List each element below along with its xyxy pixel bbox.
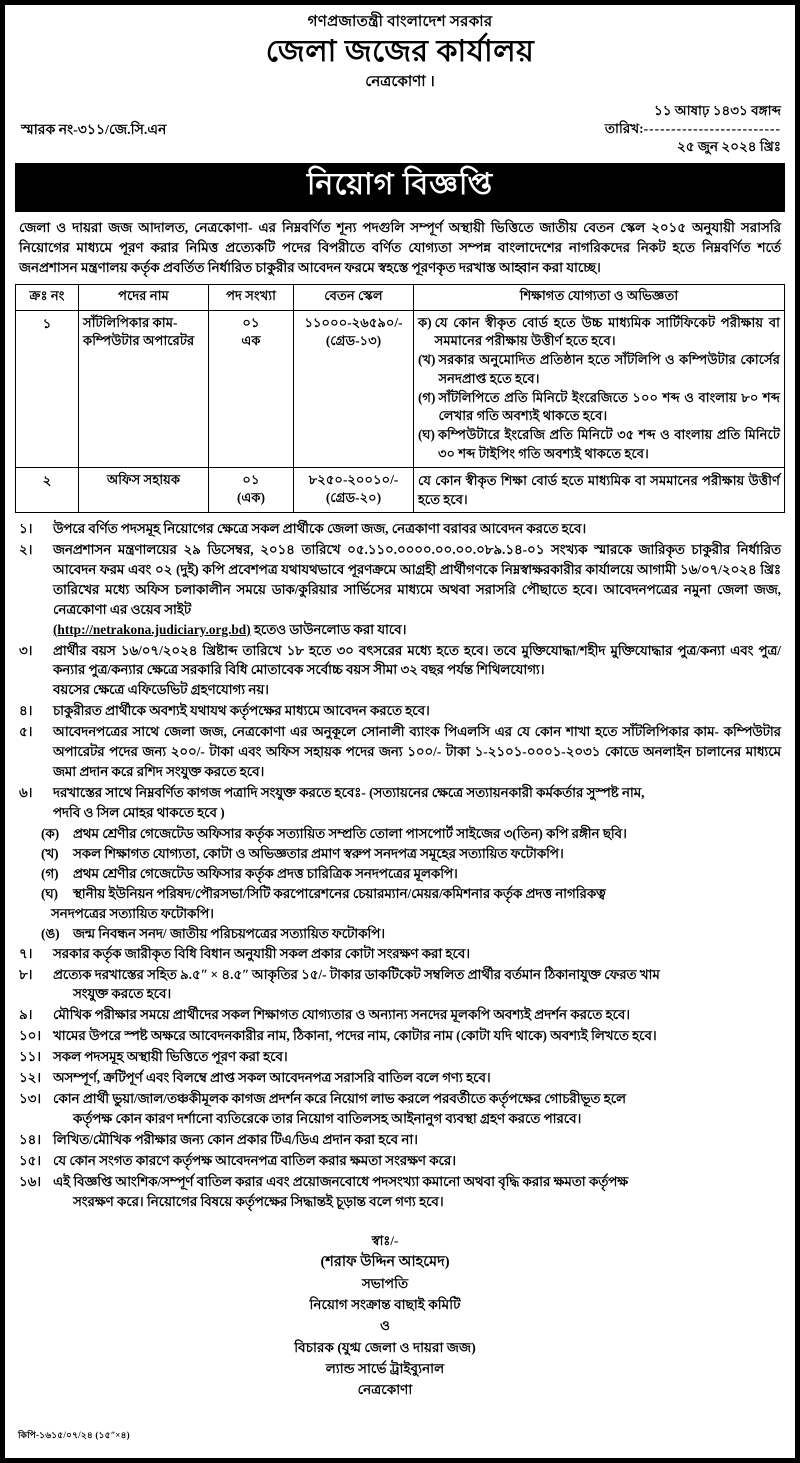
condition-tail: কর্তৃপক্ষ কোন কারণ দর্শানো ব্যতিরেকে তার নিয়োগ বাতিলসহ আইনানুগ ব্যবস্থা গ্রহণ করতে পারবে। bbox=[73, 1111, 582, 1127]
condition-number: ১৪। bbox=[19, 1132, 42, 1147]
conditions-list bbox=[15, 519, 785, 1213]
sub-text: প্রথম শ্রেণীর গেজেটেড অফিসার কর্তৃক সত্যায়িত সম্প্রতি তোলা পাসপোর্ট সাইজের ৩(তিন) কপি রঙ্গীন ছবি। bbox=[73, 825, 627, 841]
condition-body-text: দরখাস্তের সাথে নিম্নবর্ণিত কাগজ পত্রাদি সংযুক্ত করতে হবেঃ- (সত্যায়নের ক্ষেত্রে সত্যায়নকারী কর্মকর্তার সুস্পষ্ট নাম, bbox=[53, 785, 645, 801]
header-sl: ক্রঃ নং bbox=[16, 285, 79, 311]
condition-text: যে কোন সংগত কারণে কর্তৃপক্ষ আবেদনপত্র বাতিল করার ক্ষমতা সংরক্ষণ করে। bbox=[53, 1152, 456, 1168]
row-qualification bbox=[414, 467, 785, 512]
notice-title: নিয়োগ বিজ্ঞপ্তি bbox=[15, 163, 785, 212]
district-name: নেত্রকোণা । bbox=[365, 74, 435, 91]
sub-text: জন্ম নিবন্ধন সনদ/ জাতীয় পরিচয়পত্রের সত্যায়িত ফটোকপি। bbox=[73, 925, 386, 941]
signatory-tribunal: ল্যান্ড সার্ভে ট্রাইব্যুনাল bbox=[325, 1360, 445, 1376]
condition-item bbox=[19, 783, 781, 823]
sub-item bbox=[19, 824, 781, 844]
notice-inner-border bbox=[4, 4, 796, 1459]
qualification-item bbox=[418, 389, 780, 426]
header-pay-scale: বেতন স্কেল bbox=[294, 285, 414, 311]
table-header-row bbox=[16, 285, 785, 311]
qualification-text: যে কোন স্বীকৃত বোর্ড হতে উচ্চ মাধ্যমিক সার্টিফিকেট পরীক্ষায় বা সমমানের পরীক্ষায় উত্তীর্ণ হতে হবে। bbox=[434, 314, 780, 349]
condition-number: ৪। bbox=[19, 703, 33, 719]
condition-tail: সংযুক্ত করতে হবে। bbox=[73, 986, 172, 1002]
condition-body-text: প্রার্থীর বয়স ১৬/০৭/২০২৪ খ্রিষ্টাব্দ তারিখে ১৮ হতে ৩০ বৎসরের মধ্যে হতে হবে। তবে মুক্তিযোদ্ধা/শহীদ মুক্তিযোদ্ধার পুত্র/কন্যা এবং পুত্র/কন্যার পুত্র/কন্যার ক্ষেত্রে সরকারি বিধি মোতাবেক সর্বোচ্চ বয়স সীমা ৩২ বছর পর্যন্ত শিথিলযোগ্য। bbox=[53, 642, 781, 678]
condition-number: ১৬। bbox=[19, 1173, 42, 1189]
condition-item bbox=[19, 1089, 781, 1129]
condition-text bbox=[53, 965, 781, 1005]
sub-item bbox=[19, 884, 781, 924]
condition-number: ১। bbox=[19, 520, 33, 536]
condition-body-text: কোন প্রার্থী ভুয়া/জাল/তঞ্চকীমূলক কাগজ প্রদর্শন করে নিয়োগ লাভ করলে পরবর্তীতে কর্তৃপক্ষের গোচরীভূত হলে bbox=[53, 1091, 626, 1107]
condition-tail-text: হতেও ডাউনলোড করা যাবে। bbox=[250, 621, 407, 637]
row-scale-grade: (গ্রেড-২০) bbox=[325, 490, 382, 506]
date-dashes: ------------------------- bbox=[643, 120, 781, 136]
condition-text: সরকার কর্তৃক জারীকৃত বিধি বিধান অনুযায়ী সকল প্রকার কোটা সংরক্ষণ করা হবে। bbox=[53, 945, 471, 961]
row-pay-scale bbox=[294, 310, 414, 467]
condition-item bbox=[19, 944, 781, 964]
header-qualification: শিক্ষাগত যোগ্যতা ও অভিজ্ঞতা bbox=[414, 285, 785, 311]
row-qualification bbox=[414, 310, 785, 467]
condition-number: ৫। bbox=[19, 724, 33, 740]
row-post-name: সাঁটলিপিকার কাম-কম্পিউটার অপারেটর bbox=[79, 310, 209, 467]
sub-text bbox=[51, 884, 781, 924]
condition-item bbox=[19, 1172, 781, 1212]
condition-tail: সংরক্ষণ করে। নিয়োগের বিষয়ে কর্তৃপক্ষের সিদ্ধান্তই চূড়ান্ত বলে গণ্য হবে। bbox=[73, 1193, 444, 1209]
row-count-word: (এক) bbox=[236, 490, 266, 506]
row-count-number: ০১ bbox=[242, 471, 260, 487]
qualification-marker: ক) bbox=[418, 314, 432, 330]
row-scale-amount: ৮২৫০-২০০১০/- bbox=[308, 471, 399, 487]
condition-text bbox=[53, 641, 781, 701]
condition-text bbox=[53, 540, 781, 640]
bottom-spacer bbox=[15, 1400, 785, 1458]
row-post-name: অফিস সহায়ক bbox=[79, 467, 209, 512]
signatory-committee: নিয়োগ সংক্রান্ত বাছাই কমিটি bbox=[309, 1297, 461, 1313]
condition-item bbox=[19, 1130, 781, 1150]
memo-number: স্মারক নং-৩১১/জে.সি.এন bbox=[21, 122, 167, 138]
condition-body-text: এই বিজ্ঞপ্তি আংশিক/সম্পূর্ণ বাতিল করার এবং প্রয়োজনবোধে পদসংখ্যা কমানো অথবা বৃদ্ধি করার ক্ষমতা কর্তৃপক্ষ bbox=[53, 1173, 629, 1189]
condition-item bbox=[19, 540, 781, 640]
condition-tail bbox=[53, 620, 781, 640]
condition-tail: বয়সের ক্ষেত্রে এফিডেভিট গ্রহণযোগ্য নয়। bbox=[53, 682, 269, 698]
condition-number: ২। bbox=[19, 541, 33, 557]
condition-tail: পদবি ও সিল মোহর থাকতে হবে ) bbox=[53, 805, 225, 820]
sub-marker: (গ) bbox=[41, 865, 59, 881]
condition-text: লিখিত/মৌখিক পরীক্ষার জন্য কোন প্রকার টিএ/ডিএ প্রদান করা হবে না। bbox=[53, 1132, 418, 1147]
condition-item bbox=[19, 641, 781, 701]
intro-text: জেলা ও দায়রা জজ আদালত, নেত্রকোণা- এর নিম্নবর্ণিত শূন্য পদগুলি সম্পূর্ণ অস্থায়ী ভিত্তিতে জাতীয় বেতন স্কেল ২০১৫ অনুযায়ী সরাসরি নিয়োগের মাধ্যমে পূরণ করার নিমিত্ত প্রত্যেকটি পদের বিপরীতে বর্ণিত যোগ্যতা সম্পন্ন বাংলাদেশের নাগরিকদের নিকট হতে নিম্নবর্ণিত শর্তে জনপ্রশাসন মন্ত্রণালয় কর্তৃক প্রবর্তিত নির্ধারিত চাকুরীর আবেদন ফরমে স্বহস্তে পূরণকৃত bbox=[19, 219, 781, 276]
condition-text: খামের উপরে স্পষ্ট অক্ষরে আবেদনকারীর নাম, ঠিকানা, পদের নাম, কোটার নাম (কোটা যদি থাকে) অবশ্যই লিখতে হবে। bbox=[53, 1028, 657, 1044]
row-pay-scale bbox=[294, 467, 414, 512]
sub-item bbox=[19, 924, 781, 944]
sub-tail: সনদপত্রের সত্যায়িত ফটোকপি। bbox=[51, 905, 214, 921]
condition-item bbox=[19, 965, 781, 1005]
qualification-text: সরকার অনুমোদিত প্রতিষ্ঠান হতে সাঁটলিপি ও কম্পিউটার কোর্সের সনদপ্রাপ্ত হতে হবে। bbox=[438, 352, 780, 386]
condition-number: ৭। bbox=[19, 945, 33, 961]
condition-item bbox=[19, 1005, 781, 1025]
condition-number: ৮। bbox=[19, 966, 33, 982]
intro-text-tail: দরখাস্ত আহ্বান করা যাচ্ছে। bbox=[458, 260, 601, 276]
qualification-item bbox=[418, 351, 780, 388]
condition-text bbox=[53, 1089, 781, 1129]
footer-print-code: কিপি-১৬১৫/০৭/২৪ (১৫ʺ×৪) bbox=[18, 1430, 130, 1440]
row-sl: ১ bbox=[16, 310, 79, 467]
qualification-text: যে কোন স্বীকৃত শিক্ষা বোর্ড হতে মাধ্যমিক বা সমমানের পরীক্ষায় উত্তীর্ণ হতে হবে। bbox=[418, 472, 780, 507]
condition-number: ৯। bbox=[19, 1007, 33, 1023]
date-line bbox=[605, 120, 781, 138]
condition-item bbox=[19, 722, 781, 782]
table-row bbox=[16, 310, 785, 467]
qualification-marker: (খ) bbox=[418, 352, 436, 368]
row-post-count bbox=[209, 310, 294, 467]
intro-paragraph bbox=[15, 212, 785, 282]
signatory-designation: সভাপতি bbox=[361, 1276, 409, 1292]
condition-number: ১০। bbox=[19, 1028, 42, 1044]
signatory-role: বিচারক (যুগ্ম জেলা ও দায়রা জজ) bbox=[294, 1339, 476, 1355]
condition-number: ১১। bbox=[19, 1049, 42, 1065]
row-scale-amount: ১১০০০-২৬৫৯০/- bbox=[304, 314, 403, 330]
qualification-marker: (ঘ) bbox=[418, 427, 435, 443]
website-url[interactable]: (http://netrakona.judiciary.org.bd) bbox=[53, 621, 251, 637]
header-post-count: পদ সংখ্যা bbox=[209, 285, 294, 311]
date-bangla: ১১ আষাঢ় ১৪৩১ বঙ্গাব্দ bbox=[653, 102, 781, 118]
condition-item bbox=[19, 519, 781, 539]
condition-text: চাকুরীরত প্রার্থীকে অবশ্যই যথাযথ কর্তৃপক্ষের মাধ্যমে আবেদন করতে হবে। bbox=[53, 703, 430, 719]
condition-number: ৩। bbox=[19, 642, 33, 658]
date-label: তারিখ: bbox=[604, 120, 644, 136]
qualification-text: কম্পিউটারে ইংরেজি প্রতি মিনিটে ৩৫ শব্দ ও বাংলায় প্রতি মিনিটে ৩০ শব্দ টাইপিং গতি অবশ্যই থাকতে হবে। bbox=[437, 427, 780, 461]
sub-marker: (ক) bbox=[41, 825, 60, 841]
signature-block bbox=[15, 1231, 785, 1400]
condition-body-text: প্রত্যেক দরখাস্তের সহিত ৯.৫ʺ × ৪.৫ʺ আকৃতির ১৫/- টাকার ডাকটিকেট সম্বলিত প্রার্থীর বর্তমান ঠিকানাযুক্ত ফেরত খাম bbox=[53, 966, 660, 982]
signatory-conjunction: ও bbox=[379, 1318, 390, 1334]
row-post-count bbox=[209, 467, 294, 512]
condition-text bbox=[53, 1172, 781, 1212]
qualification-marker: (গ) bbox=[418, 389, 436, 405]
condition-item bbox=[19, 701, 781, 721]
signature-mark: স্বাঃ/- bbox=[371, 1232, 399, 1248]
row-count-word: এক bbox=[241, 333, 261, 349]
letterhead bbox=[15, 5, 785, 93]
condition-number: ১৫। bbox=[19, 1152, 42, 1168]
sub-marker: (ঙ) bbox=[41, 925, 60, 941]
qualification-text: সাঁটলিপিতে প্রতি মিনিটে ইংরেজিতে ১০০ শব্দ ও বাংলায় ৮০ শব্দ লেখার গতি অবশ্যই থাকতে হবে। bbox=[438, 389, 780, 424]
sub-item bbox=[19, 864, 781, 884]
government-name: গণপ্রজাতন্ত্রী বাংলাদেশ সরকার bbox=[307, 14, 493, 30]
condition-item bbox=[19, 1026, 781, 1046]
sub-text: প্রথম শ্রেণীর গেজেটেড অফিসার কর্তৃক প্রদত্ত চারিত্রিক সনদপত্রের মূলকপি। bbox=[73, 865, 458, 881]
qualification-item bbox=[418, 426, 780, 463]
row-scale-grade: (গ্রেড-১৩) bbox=[325, 333, 382, 349]
condition-text: আবেদনপত্রের সাথে জেলা জজ, নেত্রকোণা এর অনুকূলে সোনালী ব্যাংক পিএলসি এর যে কোন শাখা হতে সাঁটলিপিকার কাম- কম্পিউটার অপারেটর পদের জন্য ২০০/- টাকা এবং অফিস সহায়ক পদের জন্য ১০০/- টাকা ১-২১০১-০০০১-২০৩১ কোডে অনলাইন চালানের মাধ্যমে জমা প্রদান করে রশিদ সংযুক্ত করতে হবে। bbox=[53, 724, 781, 780]
sub-marker: (খ) bbox=[41, 845, 59, 861]
condition-text: সকল পদসমূহ অস্থায়ী ভিত্তিতে পূরণ করা হবে। bbox=[53, 1049, 288, 1065]
sub-item bbox=[19, 844, 781, 864]
row-sl: ২ bbox=[16, 467, 79, 512]
sub-marker: (ঘ) bbox=[41, 885, 59, 901]
condition-item bbox=[19, 1151, 781, 1171]
condition-number: ১২। bbox=[19, 1070, 42, 1086]
memo-date-row bbox=[15, 102, 785, 157]
qualification-item bbox=[418, 314, 780, 351]
condition-body-text: জনপ্রশাসন মন্ত্রণালয়ের ২৯ ডিসেম্বর, ২০১৪ তারিখে ০৫.১১০.০০০০.০০.০০.০৮৯.১৪-০১ সংখ্যক স্মারকে জারিকৃত চাকুরীর নির্ধারিত আবেদন ফরম এবং ০২ (দুই) কপি প্রবেশপত্র যথাযথভাবে পূরণক্রমে আগ্রহী প্রার্থীগণকে নিম্নস্বাক্ষরকারীর কার্যালয়ে আগামী ১৬/০৭/২০২৪ খ্রিঃ তারিখের মধ্যে অফিস চলাকালীন সময়ে ডাক/কুরিয়ার সার্ভিসের মাধ্যমে অথবা সরাসরি পৌছাতে হবে। আবেদনপত্রের নমুনা জেলা জজ, নেত্রকোণা এর ওয়েব সাইট bbox=[53, 541, 781, 617]
header-post-name: পদের নাম bbox=[79, 285, 209, 311]
sub-text: সকল শিক্ষাগত যোগ্যতা, কোটা ও অভিজ্ঞতার প্রমাণ স্বরুপ সনদপত্র সমূহের সত্যায়িত ফটোকপি। bbox=[73, 845, 564, 861]
condition-text: উপরে বর্ণিত পদসমূহ নিয়োগের ক্ষেত্রে সকল প্রার্থীকে জেলা জজ, নেত্রকাণা বরাবর আবেদন করতে হবে। bbox=[53, 520, 587, 536]
date-block bbox=[605, 102, 781, 157]
signatory-place: নেত্রকোণা bbox=[357, 1381, 413, 1397]
condition-text: মৌখিক পরীক্ষার সময়ে প্রার্থীদের সকল শিক্ষাগত যোগ্যতার ও অন্যান্য সনদের মূলকপি অবশ্যই প্রদর্শন করতে হবে। bbox=[53, 1007, 631, 1023]
signatory-name: (শরাফ উদ্দিন আহমেদ) bbox=[320, 1253, 450, 1270]
condition-item bbox=[19, 1047, 781, 1067]
condition-item bbox=[19, 1068, 781, 1088]
sub-body-text: স্থানীয় ইউনিয়ন পরিষদ/পৌরসভা/সিটি করপোরেশনের চেয়ারম্যান/মেয়র/কমিশনার কর্তৃক প্রদত্ত নাগরিকত্ব bbox=[73, 885, 606, 901]
condition-text bbox=[53, 783, 781, 823]
condition-number: ৬। bbox=[19, 785, 33, 801]
table-row bbox=[16, 467, 785, 512]
office-name: জেলা জজের কার্যালয় bbox=[265, 34, 535, 68]
posts-table bbox=[15, 284, 785, 513]
condition-number: ১৩। bbox=[19, 1091, 42, 1107]
row-count-number: ০১ bbox=[242, 314, 260, 330]
date-english: ২৫ জুন ২০২৪ খ্রিঃ bbox=[677, 139, 781, 155]
condition-sublist bbox=[19, 824, 781, 944]
condition-text: অসম্পূর্ণ, ক্রটিপূর্ণ এবং বিলম্বে প্রাপ্ত সকল আবেদনপত্র সরাসরি বাতিল বলে গণ্য হবে। bbox=[53, 1070, 491, 1086]
